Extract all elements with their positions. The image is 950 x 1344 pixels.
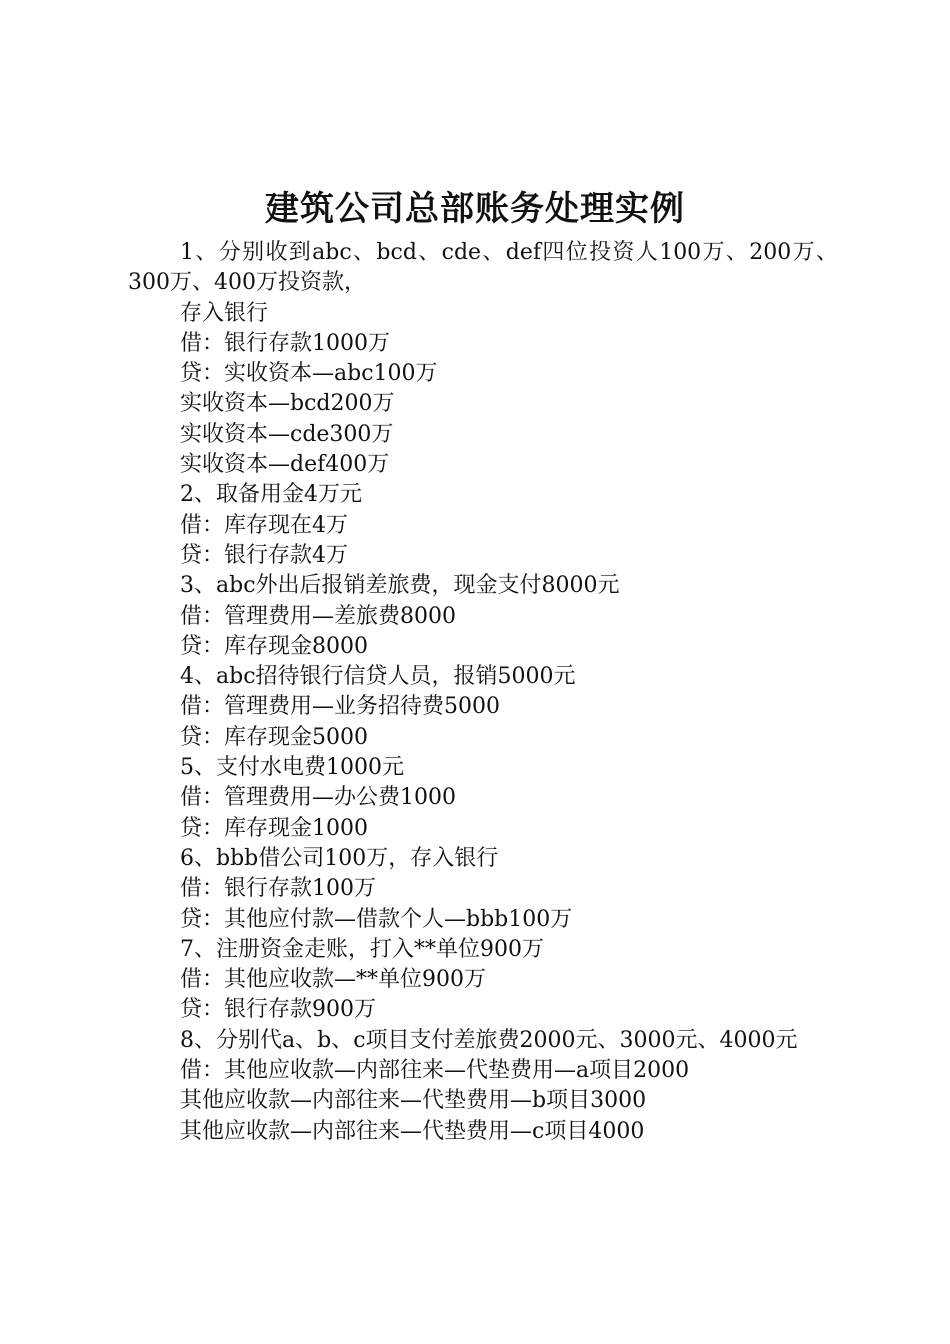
document-body bbox=[128, 238, 838, 1147]
paragraph-line: 借：其他应收款—内部往来—代垫费用—a项目2000 bbox=[180, 1058, 690, 1084]
paragraph-line: 借：其他应收款—**单位900万 bbox=[180, 967, 486, 993]
paragraph-line: 借：银行存款100万 bbox=[180, 876, 376, 902]
paragraph-line: 6、bbb借公司100万，存入银行 bbox=[180, 845, 499, 871]
paragraph-line: 其他应收款—内部往来—代垫费用—b项目3000 bbox=[180, 1088, 647, 1114]
paragraph-line: 贷：实收资本—abc100万 bbox=[180, 361, 438, 387]
paragraph-line: 7、注册资金走账，打入**单位900万 bbox=[180, 936, 544, 962]
paragraph-line: 借：管理费用—差旅费8000 bbox=[180, 603, 456, 629]
paragraph-line: 贷：库存现金5000 bbox=[180, 724, 368, 750]
paragraph-line: 贷：库存现金1000 bbox=[180, 815, 368, 841]
paragraph-line: 实收资本—cde300万 bbox=[180, 421, 394, 447]
paragraph-line: 1、分别收到abc、bcd、cde、def四位投资人100万、200万、300万、400万投资款， bbox=[128, 240, 838, 296]
paragraph-line: 2、取备用金4万元 bbox=[180, 482, 362, 508]
paragraph-line: 借：管理费用—办公费1000 bbox=[180, 785, 456, 811]
paragraph-line: 贷：银行存款900万 bbox=[180, 997, 376, 1023]
paragraph-line: 3、abc外出后报销差旅费，现金支付8000元 bbox=[180, 573, 620, 599]
paragraph-line: 4、abc招待银行信贷人员，报销5000元 bbox=[180, 664, 576, 690]
paragraph-line: 贷：银行存款4万 bbox=[180, 542, 348, 568]
paragraph-line: 5、支付水电费1000元 bbox=[180, 755, 404, 781]
paragraph-line: 8、分别代a、b、c项目支付差旅费2000元、3000元、4000元 bbox=[180, 1027, 798, 1053]
paragraph-line: 实收资本—def400万 bbox=[180, 452, 390, 478]
paragraph-line: 实收资本—bcd200万 bbox=[180, 391, 395, 417]
paragraph-line: 借：管理费用—业务招待费5000 bbox=[180, 694, 500, 720]
document-title: 建筑公司总部账务处理实例 bbox=[265, 189, 685, 229]
paragraph-line: 存入银行 bbox=[180, 300, 269, 326]
paragraph-line: 借：银行存款1000万 bbox=[180, 330, 390, 356]
paragraph-line: 贷：其他应付款—借款个人—bbb100万 bbox=[180, 906, 573, 932]
paragraph-line: 借：库存现在4万 bbox=[180, 512, 348, 538]
paragraph-line: 其他应收款—内部往来—代垫费用—c项目4000 bbox=[180, 1118, 645, 1144]
paragraph-line: 贷：库存现金8000 bbox=[180, 633, 368, 659]
